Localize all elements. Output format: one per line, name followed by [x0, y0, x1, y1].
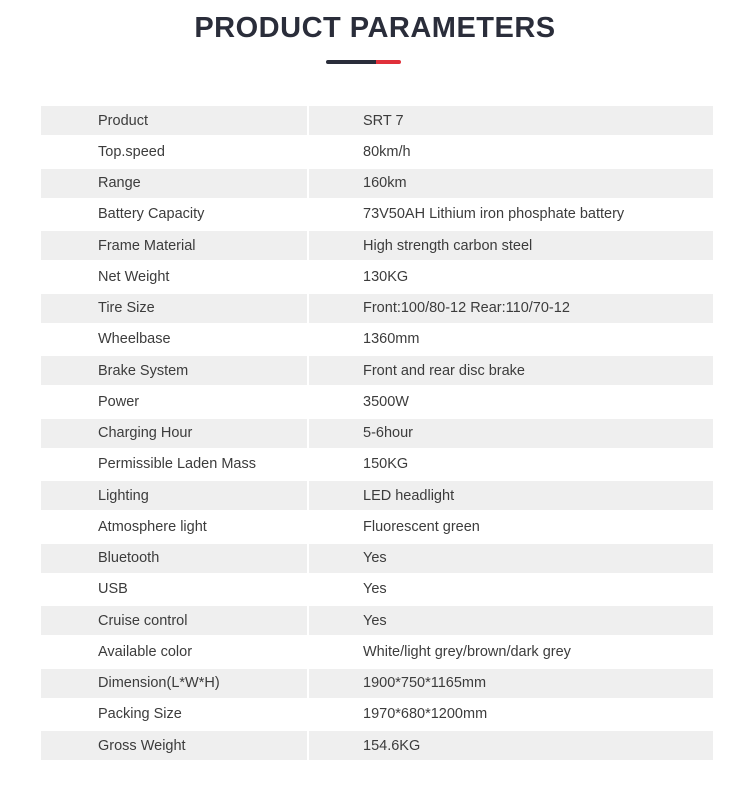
parameter-value: 1900*750*1165mm [363, 675, 487, 691]
parameter-label: Power [98, 393, 140, 410]
parameter-label: Range [98, 175, 141, 191]
parameter-label: USB [98, 581, 128, 598]
parameter-label: Frame Material [98, 237, 196, 254]
table-row [41, 419, 713, 448]
parameter-label: Gross Weight [98, 737, 186, 754]
parameter-label: Packing Size [98, 706, 182, 723]
column-divider [307, 356, 309, 385]
parameter-value: Yes [363, 581, 387, 598]
column-divider [307, 106, 309, 135]
parameter-value: High strength carbon steel [363, 237, 533, 254]
column-divider [307, 731, 309, 760]
underline-red-segment [376, 60, 401, 64]
parameter-value: 160km [363, 175, 407, 191]
parameter-label: Wheelbase [98, 331, 171, 348]
parameter-value: SRT 7 [363, 112, 404, 129]
parameter-value: Fluorescent green [363, 518, 480, 535]
table-row [41, 106, 713, 135]
parameter-label: Available color [98, 643, 193, 660]
parameter-value: Yes [363, 612, 387, 629]
table-row [41, 731, 713, 760]
table-row [41, 481, 713, 510]
table-row [41, 637, 713, 666]
column-divider [307, 419, 309, 448]
table-row [41, 200, 713, 229]
parameter-label: Dimension(L*W*H) [98, 675, 220, 691]
table-row [41, 575, 713, 604]
table-row [41, 450, 713, 479]
parameter-value: 1360mm [363, 331, 420, 348]
parameter-value: Yes [363, 550, 387, 566]
parameter-value: White/light grey/brown/dark grey [363, 643, 571, 660]
parameter-label: Lighting [98, 487, 149, 504]
table-row [41, 669, 713, 698]
title-underline [326, 60, 401, 64]
parameter-label: Atmosphere light [98, 518, 207, 535]
parameter-label: Top.speed [98, 143, 165, 160]
parameter-label: Permissible Laden Mass [98, 456, 256, 473]
parameter-label: Cruise control [98, 612, 188, 629]
parameter-value: 5-6hour [363, 425, 413, 441]
table-row [41, 512, 713, 541]
parameter-label: Bluetooth [98, 550, 160, 566]
column-divider [307, 231, 309, 260]
parameter-value: 154.6KG [363, 737, 421, 754]
parameter-value: LED headlight [363, 487, 455, 504]
underline-dark-segment [326, 60, 376, 64]
column-divider [307, 481, 309, 510]
table-row [41, 294, 713, 323]
table-row [41, 700, 713, 729]
parameter-label: Charging Hour [98, 425, 193, 441]
parameter-value: 80km/h [363, 143, 411, 160]
parameter-label: Battery Capacity [98, 206, 205, 223]
table-row [41, 356, 713, 385]
parameter-label: Brake System [98, 362, 189, 379]
parameters-table [41, 106, 713, 762]
column-divider [307, 169, 309, 198]
parameter-value: Front and rear disc brake [363, 362, 525, 379]
table-row [41, 262, 713, 291]
table-row [41, 325, 713, 354]
column-divider [307, 669, 309, 698]
table-row [41, 231, 713, 260]
parameter-value: 150KG [363, 456, 409, 473]
page-title: PRODUCT PARAMETERS [194, 12, 556, 44]
column-divider [307, 544, 309, 573]
table-row [41, 169, 713, 198]
parameter-value: 130KG [363, 268, 409, 285]
parameter-value: 3500W [363, 393, 409, 410]
parameter-label: Tire Size [98, 300, 155, 316]
table-row [41, 544, 713, 573]
parameter-value: Front:100/80-12 Rear:110/70-12 [363, 300, 570, 316]
column-divider [307, 294, 309, 323]
table-row [41, 606, 713, 635]
column-divider [307, 606, 309, 635]
parameter-value: 73V50AH Lithium iron phosphate battery [363, 206, 625, 223]
table-row [41, 137, 713, 166]
parameter-label: Net Weight [98, 268, 170, 285]
parameter-label: Product [98, 112, 148, 129]
parameter-value: 1970*680*1200mm [363, 706, 488, 723]
table-row [41, 387, 713, 416]
